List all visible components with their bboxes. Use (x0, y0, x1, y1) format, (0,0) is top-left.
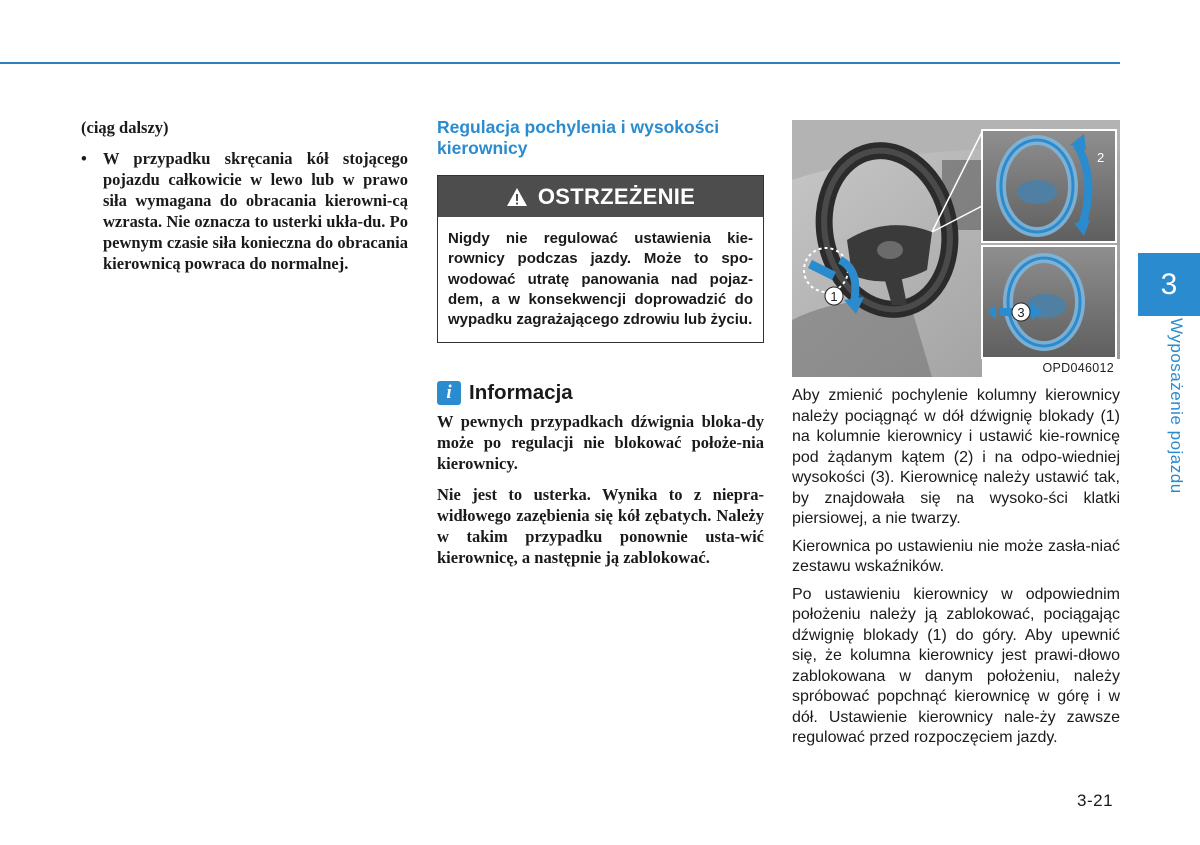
warning-box (437, 175, 764, 343)
info-header (437, 381, 764, 405)
info-block (437, 381, 764, 568)
warning-triangle-icon (506, 187, 528, 207)
bullet-text: W przypadku skręcania kół stojącego pojazdu całkowicie w lewo lub w prawo siła wymagana do obracania kierowni-cą wzrasta. Nie oznacza to usterki ukła-du. Po pewnym czasie siła konieczna do obracania kierownicą powraca do normalnej. (103, 149, 408, 273)
chapter-tab: 3 (1138, 253, 1200, 316)
body-paragraph: Aby zmienić pochylenie kolumny kierownicy należy pociągnąć w dół dźwignię blokady (1) na kolumnie kierownicy i ustawić kie-rownicę pod żądanym kątem (2) i na odpo-wiedniej wysokości (3). Kierownicę należy ustawić tak, by znajdowała się na wysoko-ści klatki piersiowej, a nie twarzy. (792, 387, 1120, 527)
chapter-label: Wyposażenie pojazdu (1167, 318, 1186, 494)
svg-text:3: 3 (1017, 305, 1025, 320)
svg-text:2: 2 (1097, 150, 1105, 165)
info-title: Informacja (469, 381, 573, 405)
warning-text: Nigdy nie regulować ustawienia kie-rownicy podczas jazdy. Może to spo-wodować utratę panowania nad pojaz-dem, a w konsekwencji doprowadzić do wypadku zagrażającego zdrowiu lub życiu. (448, 230, 753, 329)
top-rule (0, 62, 1120, 64)
right-column (792, 386, 1120, 756)
body-paragraph: Kierownica po ustawieniu nie może zasła-niać zestawu wskaźników. (792, 537, 1120, 575)
info-paragraph: Nie jest to usterka. Wynika to z niepra-widłowego zazębienia się kół zębatych. Należy w takim przypadku ponownie usta-wić kierownicę, a następnie ją zablokować. (437, 485, 764, 568)
warning-header (438, 176, 763, 217)
info-paragraph: W pewnych przypadkach dźwignia bloka-dy może po regulacji nie blokować położe-nia kierownicy. (437, 412, 764, 474)
section-heading: Regulacja pochylenia i wysokości kierownicy (437, 117, 720, 158)
svg-text:1: 1 (830, 289, 838, 304)
bullet-dot: • (81, 149, 87, 168)
steering-wheel-illustration (792, 120, 1120, 377)
page-number: 3-21 (1077, 791, 1114, 810)
warning-title: OSTRZEŻENIE (537, 183, 696, 209)
bullet-item (81, 148, 408, 274)
figure-code: OPD046012 (1042, 361, 1114, 375)
body-paragraph: Po ustawieniu kierownicy w odpowiednim położeniu należy ją zablokować, pociągając dźwignię blokady (1) do góry. Aby upewnić się, że kolumna kierownicy jest prawi-dłowo zablokowana w danym położeniu, należy spróbować popchnąć kierownicę w górę i w dół. Ustawienie kierownicy nale-ży zawsze regulować przed rozpoczęciem jazdy. (792, 585, 1120, 746)
left-column (81, 117, 408, 274)
continuation-label: (ciąg dalszy) (81, 118, 169, 137)
middle-column (437, 117, 764, 578)
info-icon: i (437, 381, 461, 405)
steering-wheel-figure (792, 120, 1120, 377)
